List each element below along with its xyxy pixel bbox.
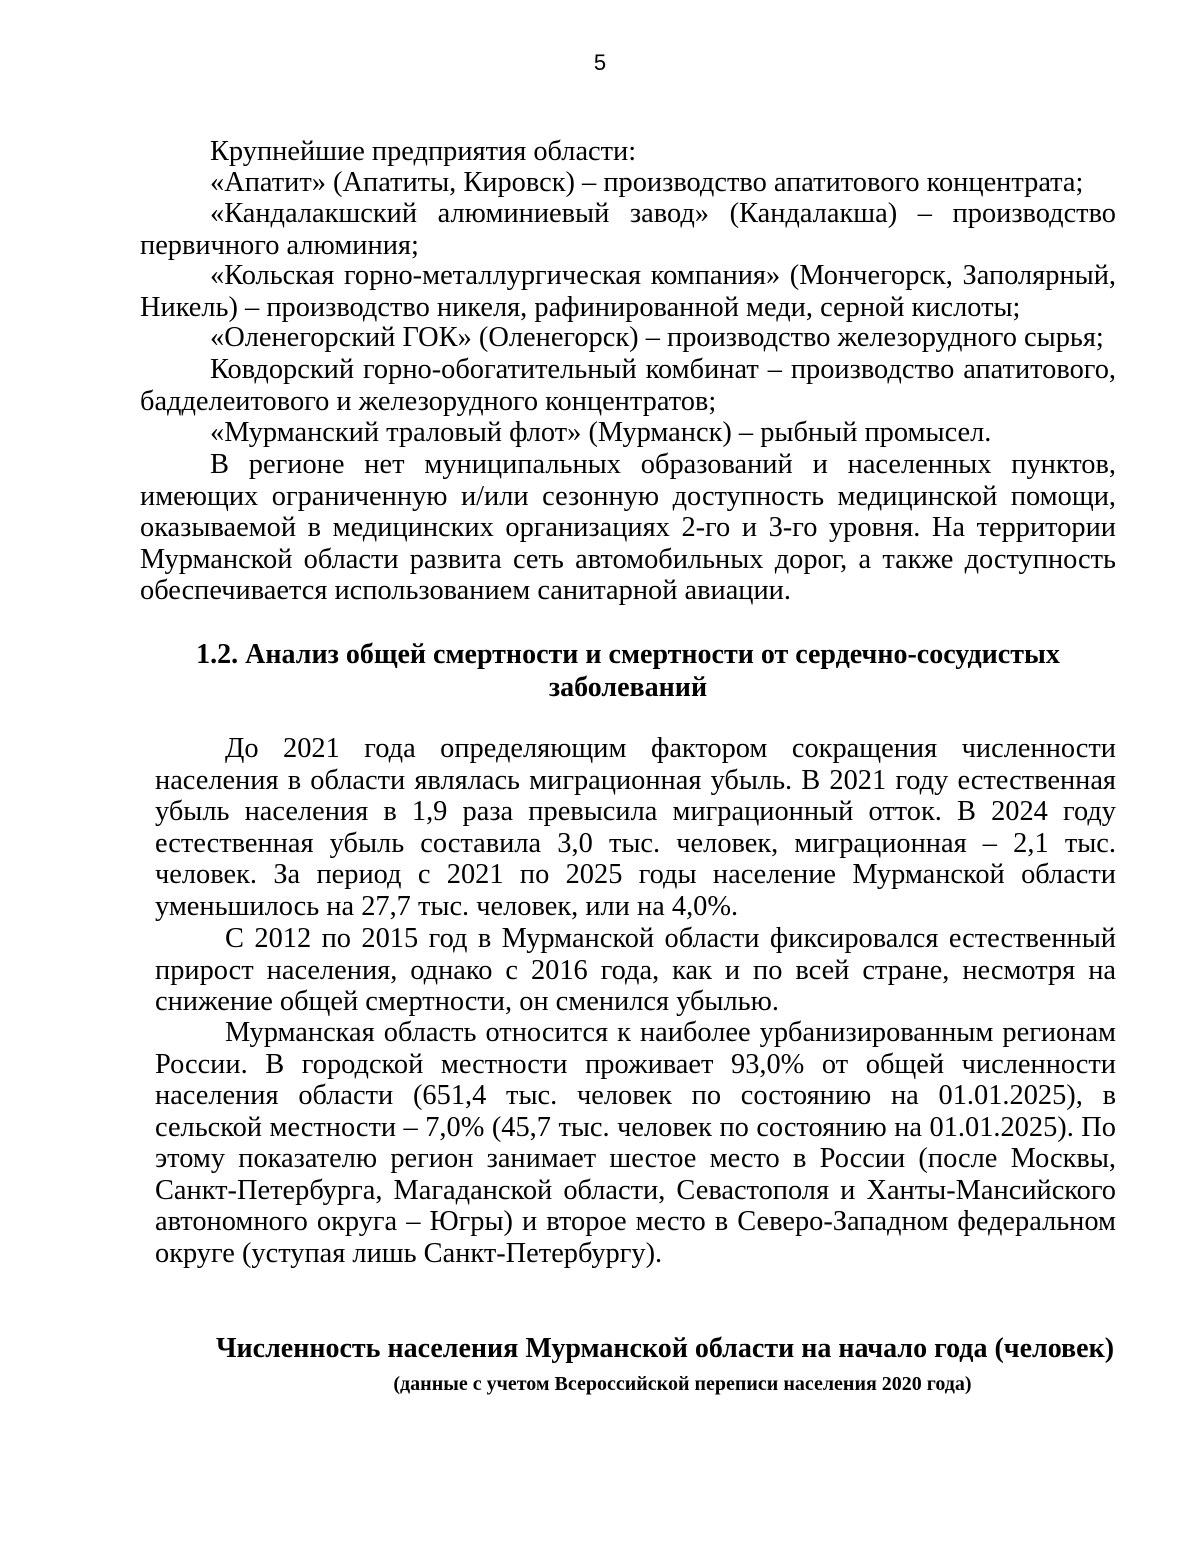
enterprise-item-apatit: «Апатит» (Апатиты, Кировск) – производство апатитового концентрата; xyxy=(210,167,1084,198)
urbanization-paragraph: Мурманская область относится к наиболее урбанизированным регионам России. В городской местности проживает 93,0% от общей численности населения области (651,4 тыс. человек по состоянию на 01.01.2025), в сельской местности – 7,0% (45,7 тыс. человек по состоянию на 01.01.2025). По этому показателю регион занимает шестое место в России (после Москвы, Санкт-Петербурга, Магаданской области, Севастополя и Ханты-Мансийского автономного округа – Югры) и второе место в Северо-Западном федеральном округе (уступая лишь Санкт-Петербургу). xyxy=(155,1017,1116,1269)
table-title: Численность населения Мурманской области на начало года (человек) xyxy=(215,1333,1115,1364)
enterprise-item-olenegorsk: «Оленегорский ГОК» (Оленегорск) – производство железорудного сырья; xyxy=(210,322,1104,353)
medical-access-paragraph: В регионе нет муниципальных образований и населенных пунктов, имеющих ограниченную и/или сезонную доступность медицинской помощи, оказываемой в медицинских организациях 2-го и 3-го уровня. На территории Мурманской области развита сеть автомобильных дорог, а также доступность обеспечивается использованием санитарной авиации. xyxy=(140,449,1116,606)
enterprise-item-trawl-fleet: «Мурманский траловый флот» (Мурманск) – рыбный промысел. xyxy=(210,417,992,448)
page-number: 5 xyxy=(593,50,607,75)
enterprise-item-kandalaksha: «Кандалакшский алюминиевый завод» (Кандалакша) – производство первичного алюминия; xyxy=(140,198,1116,261)
natural-growth-paragraph: С 2012 по 2015 год в Мурманской области фиксировался естественный прирост населения, однако с 2016 года, как и по всей стране, несмотря на снижение общей смертности, он сменился убылью. xyxy=(155,923,1116,1017)
enterprise-item-kovdor: Ковдорский горно-обогатительный комбинат – производство апатитового, бадделеитового и железорудного концентратов; xyxy=(140,354,1116,417)
enterprise-item-kola-mmc: «Кольская горно-металлургическая компания» (Мончегорск, Заполярный, Никель) – производство никеля, рафинированной меди, серной кислоты; xyxy=(140,260,1116,323)
enterprises-heading: Крупнейшие предприятия области: xyxy=(210,136,637,167)
table-subtitle: (данные с учетом Всероссийской переписи населения 2020 года) xyxy=(393,1373,972,1395)
population-decline-paragraph: До 2021 года определяющим фактором сокращения численности населения в области являлась миграционная убыль. В 2021 году естественная убыль населения в 1,9 раза превысила миграционный отток. В 2024 году естественная убыль составила 3,0 тыс. человек, миграционная – 2,1 тыс. человек. За период с 2021 по 2025 годы население Мурманской области уменьшилось на 27,7 тыс. человек, или на 4,0%. xyxy=(155,733,1116,922)
section-title: 1.2. Анализ общей смертности и смертности от сердечно-сосудистых заболеваний xyxy=(196,639,1060,703)
